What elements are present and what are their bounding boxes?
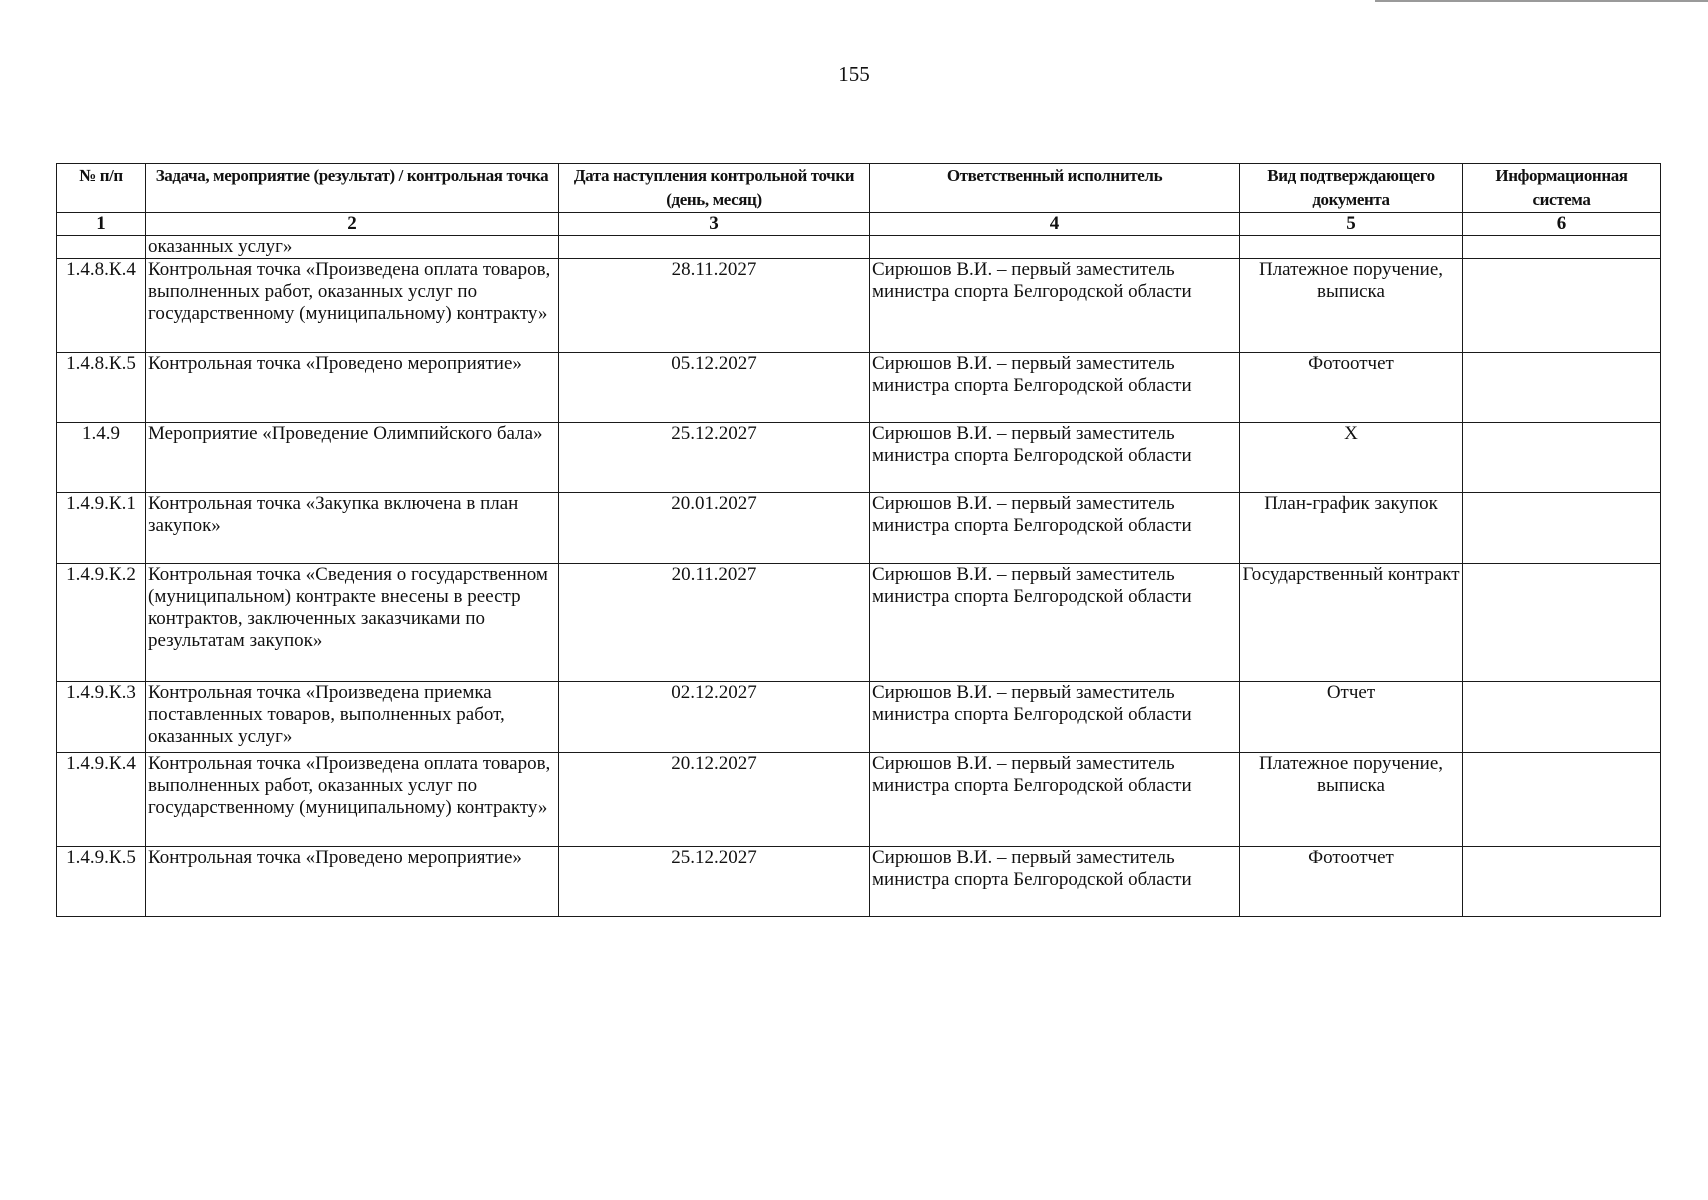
date-cell: 28.11.2027	[559, 259, 870, 353]
document-cell: Платежное поручение, выписка	[1240, 259, 1463, 353]
document-cell: Х	[1240, 423, 1463, 493]
date-cell: 20.12.2027	[559, 753, 870, 847]
date-cell: 25.12.2027	[559, 423, 870, 493]
column-number: 5	[1240, 213, 1463, 236]
task-cell: Контрольная точка «Произведена оплата товаров, выполненных работ, оказанных услуг по государственному (муниципальному) контракту»	[146, 259, 559, 353]
top-scan-rule	[1375, 0, 1708, 2]
system-cell	[1463, 753, 1661, 847]
row-number-cell: 1.4.9.К.4	[57, 753, 146, 847]
responsible-cell: Сирюшов В.И. – первый заместитель министра спорта Белгородской области	[870, 847, 1240, 917]
row-number-cell: 1.4.8.К.5	[57, 353, 146, 423]
date-cell: 05.12.2027	[559, 353, 870, 423]
system-cell	[1463, 847, 1661, 917]
header-number: № п/п	[57, 164, 146, 213]
system-cell	[1463, 682, 1661, 753]
row-number-cell: 1.4.9.К.1	[57, 493, 146, 564]
header-date: Дата наступления контрольной точки (день, месяц)	[559, 164, 870, 213]
row-number-cell: 1.4.9.К.5	[57, 847, 146, 917]
date-cell: 20.01.2027	[559, 493, 870, 564]
row-number-cell	[57, 236, 146, 259]
document-cell	[1240, 236, 1463, 259]
task-cell: Контрольная точка «Проведено мероприятие»	[146, 353, 559, 423]
row-number-cell: 1.4.8.К.4	[57, 259, 146, 353]
responsible-cell: Сирюшов В.И. – первый заместитель министра спорта Белгородской области	[870, 564, 1240, 682]
row-number-cell: 1.4.9	[57, 423, 146, 493]
header-responsible: Ответственный исполнитель	[870, 164, 1240, 213]
system-cell	[1463, 564, 1661, 682]
document-cell: Фотоотчет	[1240, 353, 1463, 423]
column-number: 6	[1463, 213, 1661, 236]
responsible-cell: Сирюшов В.И. – первый заместитель министра спорта Белгородской области	[870, 753, 1240, 847]
date-cell: 02.12.2027	[559, 682, 870, 753]
table-row	[57, 564, 1661, 682]
column-number: 2	[146, 213, 559, 236]
system-cell	[1463, 493, 1661, 564]
responsible-cell: Сирюшов В.И. – первый заместитель министра спорта Белгородской области	[870, 259, 1240, 353]
task-cell: оказанных услуг»	[146, 236, 559, 259]
date-cell	[559, 236, 870, 259]
table-row	[57, 753, 1661, 847]
task-cell: Контрольная точка «Сведения о государственном (муниципальном) контракте внесены в реестр контрактов, заключенных заказчиками по результатам закупок»	[146, 564, 559, 682]
column-number: 3	[559, 213, 870, 236]
column-number: 1	[57, 213, 146, 236]
header-system: Информационная система	[1463, 164, 1661, 213]
system-cell	[1463, 353, 1661, 423]
document-cell: Платежное поручение, выписка	[1240, 753, 1463, 847]
responsible-cell: Сирюшов В.И. – первый заместитель министра спорта Белгородской области	[870, 353, 1240, 423]
date-cell: 20.11.2027	[559, 564, 870, 682]
header-task: Задача, мероприятие (результат) / контрольная точка	[146, 164, 559, 213]
document-cell: Отчет	[1240, 682, 1463, 753]
task-cell: Контрольная точка «Закупка включена в план закупок»	[146, 493, 559, 564]
task-cell: Контрольная точка «Произведена оплата товаров, выполненных работ, оказанных услуг по государственному (муниципальному) контракту»	[146, 753, 559, 847]
date-cell: 25.12.2027	[559, 847, 870, 917]
system-cell	[1463, 259, 1661, 353]
table-row	[57, 682, 1661, 753]
document-cell: Государственный контракт	[1240, 564, 1463, 682]
document-cell: Фотоотчет	[1240, 847, 1463, 917]
table-row	[57, 423, 1661, 493]
document-cell: План-график закупок	[1240, 493, 1463, 564]
page-number: 155	[838, 62, 870, 86]
table-row	[57, 353, 1661, 423]
table-row	[57, 259, 1661, 353]
task-cell: Контрольная точка «Проведено мероприятие»	[146, 847, 559, 917]
column-number-row	[57, 213, 1661, 236]
table-row	[57, 236, 1661, 259]
task-cell: Мероприятие «Проведение Олимпийского бала»	[146, 423, 559, 493]
system-cell	[1463, 236, 1661, 259]
column-number: 4	[870, 213, 1240, 236]
table-header-row	[57, 164, 1661, 213]
table-row	[57, 493, 1661, 564]
responsible-cell	[870, 236, 1240, 259]
responsible-cell: Сирюшов В.И. – первый заместитель министра спорта Белгородской области	[870, 423, 1240, 493]
task-cell: Контрольная точка «Произведена приемка поставленных товаров, выполненных работ, оказанных услуг»	[146, 682, 559, 753]
header-document: Вид подтверждающего документа	[1240, 164, 1463, 213]
row-number-cell: 1.4.9.К.2	[57, 564, 146, 682]
control-points-table	[56, 163, 1661, 917]
system-cell	[1463, 423, 1661, 493]
table-row	[57, 847, 1661, 917]
responsible-cell: Сирюшов В.И. – первый заместитель министра спорта Белгородской области	[870, 493, 1240, 564]
row-number-cell: 1.4.9.К.3	[57, 682, 146, 753]
responsible-cell: Сирюшов В.И. – первый заместитель министра спорта Белгородской области	[870, 682, 1240, 753]
